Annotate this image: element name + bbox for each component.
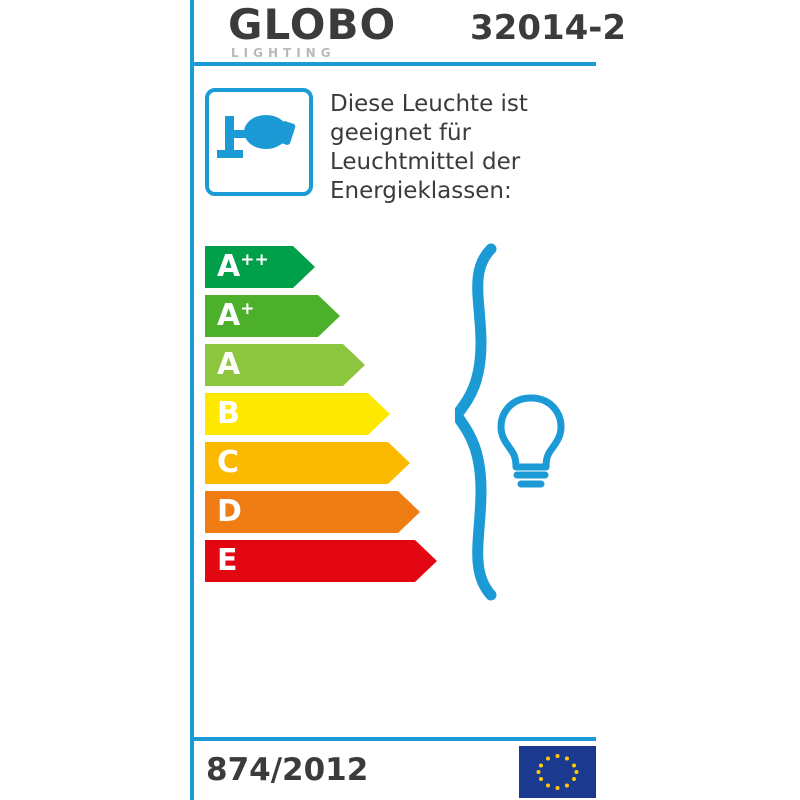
frame-left-border (190, 0, 194, 800)
energy-class-label: B (217, 396, 240, 431)
model-number: 32014-2 (470, 8, 627, 48)
light-bulb-icon (501, 398, 561, 484)
brace-bulb-group (455, 243, 585, 608)
frame-bottom-divider (190, 737, 596, 741)
curly-brace-icon (455, 243, 585, 603)
energy-class-label: E (217, 543, 238, 578)
frame-top-divider (190, 62, 596, 66)
brand-name: GLOBO (228, 0, 397, 49)
energy-class-label: C (217, 445, 240, 480)
regulation-number: 874/2012 (206, 752, 369, 788)
energy-class-label: A++ (217, 249, 269, 284)
energy-class-label: A+ (217, 298, 255, 333)
brand-subtitle: LIGHTING (231, 46, 336, 60)
energy-class-label: D (217, 494, 242, 529)
energy-bar-shape (205, 540, 437, 582)
suitability-notice: Diese Leuchte ist geeignet für Leuchtmittel der Energieklassen: (330, 91, 528, 204)
eu-flag-icon (519, 746, 596, 798)
brand-logo (228, 0, 397, 60)
energy-class-label: A (217, 347, 241, 382)
table-lamp-icon (209, 92, 309, 192)
lamp-icon-box (205, 88, 313, 196)
